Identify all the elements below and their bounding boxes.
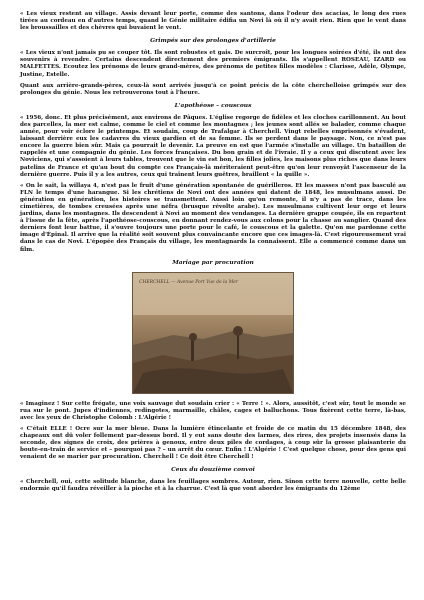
section-heading-apotheose: L'apothéose – couscous (174, 101, 252, 109)
paragraph-villagers: « Les vieux restent au village. Assis devant leur porte, comme des santons, dans l'odeur des acacias, le long des rues tirées au cordeau en d'autres temps, quand le Génie militaire édifia un Novi là où il n'y avait rien. Rien que le vent dans les broussailles et des chèvres qui buvaient le vent. (20, 11, 406, 32)
paragraph-c-etait-elle: « C'était ELLE ! Ocre sur la mer bleue. Dans la lumière étincelante et froide de ce matin du 15 décembre 1848, des chapeaux ont dû voler follement par-dessus bord. Il y eut sans doute des larmes, des rires, des projets insensés dans la seconde, des signes de croix, des prières à genoux, entre deux piles de cordages, à coup sûr la grosse plaisanterie du boute-en-train de service et – pourquoi pas ? – un arrêt du cœur. Enfin ! L'Algérie ! C'est quelque chose, pour des gens qui venaient de se marier par procuration. Cherchell ! Ce doit être Cherchell ! (20, 425, 406, 461)
postcard-caption: CHERCHELL — Avenue Port Vue de la Mer (139, 279, 239, 285)
paragraph-willaya: « On le sait, la willaya 4, n'est pas le fruit d'une génération spontanée de guérilleros. Et les masses n'ont pas basculé au FLN le temps d'une harangue. Si les chrétiens de Novi ont des années qui datent de 1848, les musulmans aussi. De génération en génération, les histoires se transmettent. Aussi loin qu'on remonte, il n'y a pas de trace, dans les cimetières, de tombes creusées après une néfra (brusque révolte arabe). Les musulmans cultivent leur orge et leurs jardins, dans les montagnes. Ils descendent à Novi au moment des vendanges. La dernière grappe coupée, ils en repartent à l'issue de la fête, après l'apothéose-couscous, en donnant rendez-vous aux colons pour la chasse au sanglier. Quand des derniers font leur battue, il s'ouvre toujours une porte pour le café, le couscous et la galette. Qu'on me pardonne cette image d'Épinal. Il arrive que la réalité soit souvent plus convaincante encore que ces images-là. C'est rigoureusement vrai dans le cas de Novi. L'épopée des Français du village, les montagnards la connaissent. Elle a commencé comme dans un film. (20, 182, 406, 253)
paragraph-1956: « 1956, donc. Et plus précisément, aux environs de Pâques. L'église regorge de fidèles et les cloches carillonnent. Au bout des parcelles, la mer est calme, comme le ciel et comme les montagnes ; les jeunes sont allés se balader, comme chaque année, pour voir éclore le printemps. Et soudain, coup de Trafalgar à Cherchell. Vingt rebelles emprisonnés s'évadent, laissant derrière eux les cadavres du vieux gardien et de sa femme. Ils se perdent dans le paysage. Non, ce n'est pas encore la guerre bien sûr. Mais ça pourrait le devenir. La preuve en est que l'armée s'installe au village. Un bataillon de rappelés et une compagnie du génie. Les forces françaises. Du bon grain et de l'ivraie. Il y a ceux qui discutent avec les Noviciens, qui s'assoient à leurs tables, trouvent que le vin est bon, les filles jolies, les maisons plus riches que dans leurs patelins de France et qu'au bout du compte ces Français-là mériteraient peut-être qu'on leur renvoyât l'ascenseur de la dernière guerre. Puis il y a les autres, ceux qui traînent leurs guêtres, braillent « la quille ». (20, 114, 406, 178)
photo-wrapper (20, 272, 406, 394)
paragraph-cherchell: « Cherchell, oui, cette solitude blanche, dans les feuillages sombres. Autour, rien. Sinon cette terre nouvelle, cette belle endormie qu'il faudra réveiller à la pioche et à la charrue. C'est là que vont aborder les émigrants du 12ème (20, 479, 406, 493)
section-heading-convoi: Ceux du douzième convoi (171, 466, 255, 474)
paragraph-old-families: « Les vieux n'ont jamais pu se couper tôt. Ils sont robustes et gais. De surcroît, pour les longues soirées d'été, ils ont des souvenirs à revendre. Certains descendent directement des premiers émigrants. Ils s'appellent ROSEAU, IZARD ou MALFETTES. Ecoutez les prénoms de leurs grand-mères, des prénoms de petites filles modèles : Clarisse, Adèle, Olympe, Justine, Estelle. (20, 50, 406, 78)
paragraph-imaginez: « Imaginez ! Sur cette frégate, une voix sauvage dut soudain crier : « Terre ! ». Alors, aussitôt, c'est sûr, tout le monde se rua sur le pont. Jupes d'indiennes, redingotes, marmaille, châles, cages et balluchons. Tous fixèrent cette terre, là-bas, avec les yeux de Christophe Colomb : L'Algérie ! (20, 400, 406, 421)
postcard-illustration (133, 273, 293, 393)
section-heading-prolonges: Grimpés sur des prolonges d'artillerie (150, 37, 276, 45)
paragraph-great-grandfathers: Quant aux arrière-grands-pères, ceux-là sont arrivés jusqu'à ce point précis de la côte cherchelloise grimpés sur des prolonges du génie. Nous les retrouverons tout à l'heure. (20, 82, 406, 96)
cherchell-postcard-photo (132, 272, 294, 394)
section-heading-mariage: Mariage par procuration (172, 258, 254, 266)
